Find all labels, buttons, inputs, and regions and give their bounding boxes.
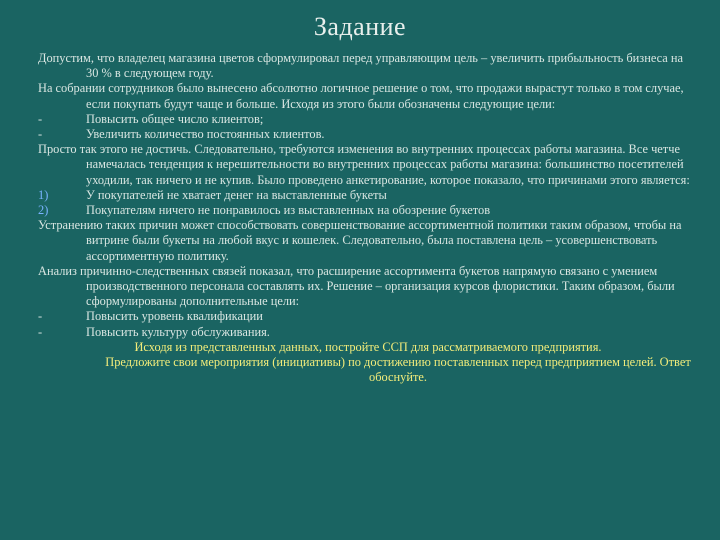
paragraph-analysis: Анализ причинно-следственных связей показал, что расширение ассортимента букетов напрямую связано с умением производственного персонала составлять их. Решение – организация курсов флористики. Таким образом, были сформулированы дополнительные цели: [38, 263, 675, 309]
list-item [38, 203, 698, 218]
paragraph-goal: Допустим, что владелец магазина цветов сформулировал перед управляющим цель – увеличить прибыльность бизнеса на 30 % в следующем году. [38, 51, 684, 81]
list-item-text: Повысить уровень квалификации [86, 309, 263, 324]
list-item [38, 112, 698, 127]
dash-marker: - [38, 111, 43, 126]
number-marker: 2) [38, 203, 49, 218]
list-item [38, 325, 698, 340]
list-item [38, 188, 698, 203]
list-item-text: Повысить общее число клиентов; [86, 111, 264, 126]
paragraph-assortment: Устранению таких причин может способствовать совершенствование ассортиментной политики таким образом, чтобы на витрине были букеты на любой вкус и кошелек. Следовательно, была поставлена цель – усовершенствовать ассортиментную политику. [38, 218, 682, 263]
list-item-text: Покупателям ничего не понравилось из выставленных на обозрение букетов [86, 203, 491, 218]
task-line-1: Исходя из представленных данных, постройте ССП для рассматриваемого предприятия. [134, 339, 602, 354]
list-item-text: Повысить культуру обслуживания. [86, 324, 270, 339]
list-item [38, 309, 698, 324]
paragraph-changes: Просто так этого не достичь. Следовательно, требуются изменения во внутренних процессах работы магазина. Все четче намечалась тенденция к нерешительности во внутренних процессах работы магазина: большинство посетителей уходили, так ничего и не купив. Было проведено анкетирование, которое показало, что причинами этого является: [38, 142, 690, 187]
task-statement [38, 340, 698, 386]
slide-title: Задание [313, 12, 407, 41]
list-item-text: У покупателей не хватает денег на выставленные букеты [86, 187, 387, 202]
dash-marker: - [38, 324, 43, 339]
slide-body [38, 51, 698, 385]
number-marker: 1) [38, 187, 49, 202]
dash-marker: - [38, 127, 43, 142]
list-item [38, 127, 698, 142]
dash-marker: - [38, 309, 43, 324]
task-line-2: Предложите свои мероприятия (инициативы) по достижению поставленных перед предприятием целей. Ответ обоснуйте. [105, 355, 691, 385]
list-item-text: Увеличить количество постоянных клиентов. [86, 127, 325, 142]
paragraph-meeting: На собрании сотрудников было вынесено абсолютно логичное решение о том, что продажи вырастут только в том случае, если покупать будут чаще и больше. Исходя из этого были обозначены следующие цели: [38, 81, 684, 111]
